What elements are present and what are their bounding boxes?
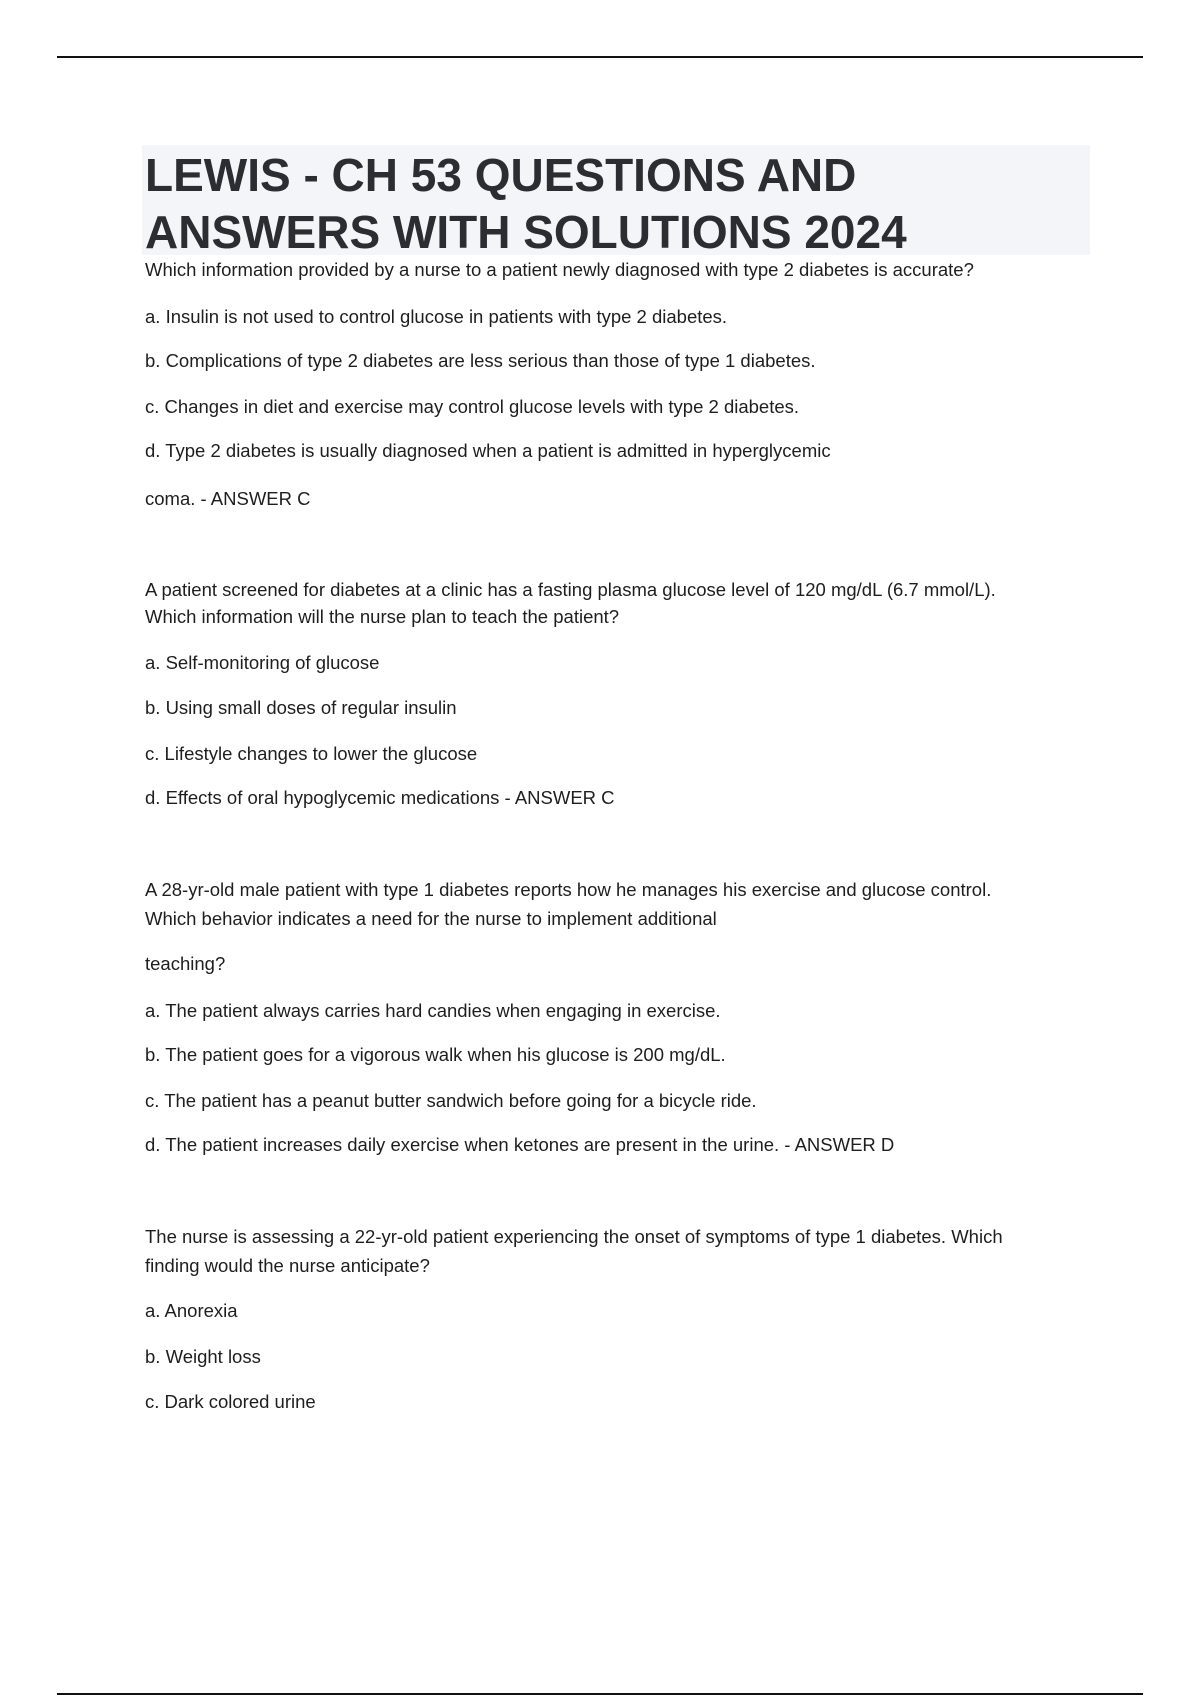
question-3-option-a: a. The patient always carries hard candies when engaging in exercise.: [145, 1000, 721, 1021]
question-1-option-b: b. Complications of type 2 diabetes are less serious than those of type 1 diabetes.: [145, 350, 816, 371]
document-title-line-2: ANSWERS WITH SOLUTIONS 2024: [145, 206, 907, 258]
question-3-stem-line-1: A 28-yr-old male patient with type 1 diabetes reports how he manages his exercise and glucose control.: [145, 879, 992, 900]
question-2-option-b: b. Using small doses of regular insulin: [145, 697, 457, 718]
document-title-line-1: LEWIS - CH 53 QUESTIONS AND: [145, 149, 857, 201]
question-2-option-a: a. Self-monitoring of glucose: [145, 652, 380, 673]
question-1-answer: coma. - ANSWER C: [145, 488, 311, 509]
question-3-stem-line-3: teaching?: [145, 953, 226, 974]
question-2-stem-line-2: Which information will the nurse plan to teach the patient?: [145, 606, 620, 627]
question-4-option-b: b. Weight loss: [145, 1346, 261, 1367]
question-1-option-c: c. Changes in diet and exercise may control glucose levels with type 2 diabetes.: [145, 396, 800, 417]
question-2-stem-line-1: A patient screened for diabetes at a clinic has a fasting plasma glucose level of 120 mg/dL (6.7 mmol/L).: [145, 579, 996, 600]
question-4-option-c: c. Dark colored urine: [145, 1391, 316, 1412]
bottom-rule: [57, 1693, 1143, 1695]
question-1-stem: Which information provided by a nurse to a patient newly diagnosed with type 2 diabetes is accurate?: [145, 259, 974, 280]
question-2-option-c: c. Lifestyle changes to lower the glucose: [145, 743, 478, 764]
question-2-option-d: d. Effects of oral hypoglycemic medications - ANSWER C: [145, 787, 615, 808]
top-rule: [57, 56, 1143, 58]
question-4-option-a: a. Anorexia: [145, 1300, 238, 1321]
question-1-option-d: d. Type 2 diabetes is usually diagnosed when a patient is admitted in hyperglycemic: [145, 440, 831, 461]
question-3-stem-line-2: Which behavior indicates a need for the nurse to implement additional: [145, 908, 717, 929]
question-1-option-a: a. Insulin is not used to control glucose in patients with type 2 diabetes.: [145, 306, 728, 327]
question-3-option-d: d. The patient increases daily exercise when ketones are present in the urine. - ANSWER D: [145, 1134, 895, 1155]
question-3-option-b: b. The patient goes for a vigorous walk when his glucose is 200 mg/dL.: [145, 1044, 726, 1065]
question-3-option-c: c. The patient has a peanut butter sandwich before going for a bicycle ride.: [145, 1090, 757, 1111]
question-4-stem-line-2: finding would the nurse anticipate?: [145, 1255, 430, 1276]
question-4-stem-line-1: The nurse is assessing a 22-yr-old patient experiencing the onset of symptoms of type 1 diabetes. Which: [145, 1226, 1003, 1247]
